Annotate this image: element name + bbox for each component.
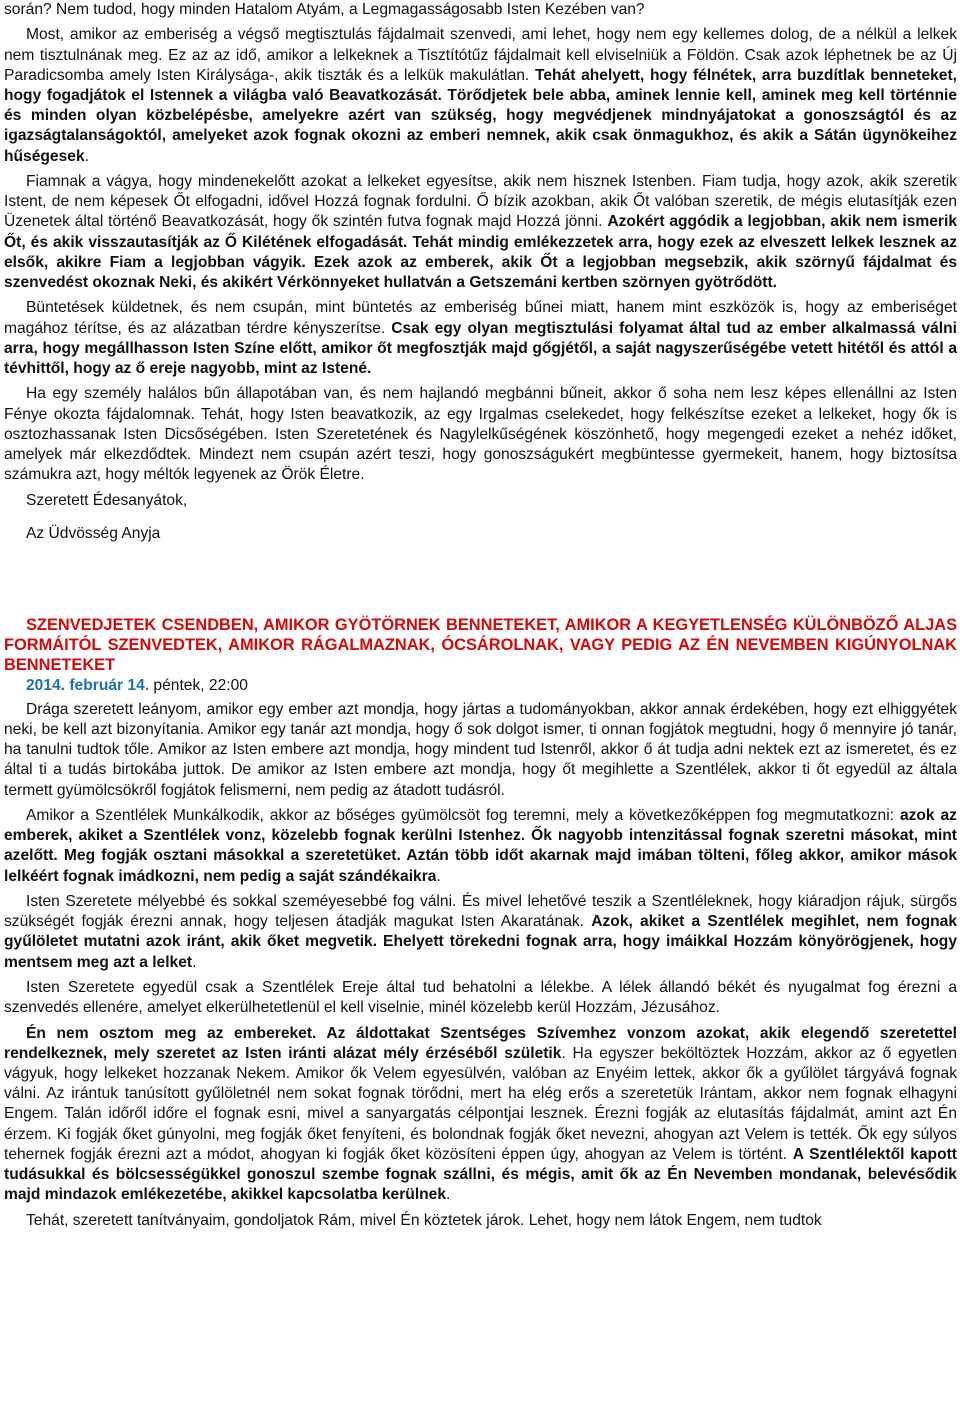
text-run: Amikor a Szentlélek Munkálkodik, akkor az bőséges gyümölcsöt fog teremni, mely a következőképpen fog megmutatkozni: — [26, 807, 900, 825]
paragraph — [4, 1024, 957, 1206]
bold-run: azok az emberek, akiket a Szentlélek vonz, közelebb fognak kerülni Istenhez. Ők nagyobb intenzitással fognak szeretni másokat, mint azelőtt. Meg fogják osztani másokkal a szeretetüket. Aztán több időt akarnak majd imában tölteni, főleg akkor, amikor mások lelkéért fognak imádkozni, nem pedig a saját szándékaikra — [4, 807, 957, 885]
message-dateline — [4, 676, 957, 696]
text-run: Isten Szeretete mélyebbé és sokkal szeméyesebbé fog válni. És mivel lehetővé teszik a Szentléleknek, hogy kiáradjon rájuk, sürgős szükségét fogják érezni annak, hogy teljesen átadják magukat Isten Akaratának. — [4, 893, 957, 931]
paragraph — [4, 25, 957, 166]
text-run: Most, amikor az emberiség a végső megtisztulás fájdalmait szenvedi, ami lehet, hogy nem egy kellemes dolog, de a nélkül a lelkek nem tisztulnának meg. Ez az az idő, amikor a lelkeknek a Tisztítótűz fájdalmait kell elviselniük a Földön. Csak azok léphetnek be az Új Paradicsomba amely Isten Királysága-, akik tiszták és a lelkük makulátlan. — [4, 26, 957, 84]
signature-greeting: Szeretett Édesanyátok, — [26, 491, 188, 509]
bold-run: Azokért aggódik a legjobban, akik nem ismerik Őt, és akik visszautasítják az Ő Kilétének elfogadását. Tehát mindig emlékezzetek arra, hogy ezek az elveszett lelkek lesznek az elsők, akikre Fiam a legjobban vágyik. Ezek azok az emberek, akik Őt a legjobban megsebzik, akik szörnyű fájdalmat és szenvedést okoznak Neki, és akikért Vérkönnyeket hullatván a Getszemáni kertben szörnyen gyötrődött. — [4, 213, 957, 292]
bold-run: Csak egy olyan megtisztulási folyamat által tud az ember alkalmassá válni arra, hogy megállhasson Isten Színe előtt, amikor őt megfosztják majd gőgjétől, a saját nagyszerűségébe vetett hitétől és attól a tévhittől, hogy az ő ereje nagyobb, mint az Istené. — [4, 319, 957, 378]
paragraph — [4, 700, 957, 801]
bold-run: A Szentlélektől kapott tudásukkal és bölcsességükkel gonoszul szembe fognak szállni, és mégis, amit ők az Én Nevemben mondanak, belevésődik majd mindazok emlékezetébe, akikkel kapcsolatba kerülnek — [4, 1145, 957, 1204]
message-headline: SZENVEDJETEK CSENDBEN, AMIKOR GYÖTÖRNEK BENNETEKET, AMIKOR A KEGYETLENSÉG KÜLÖNBÖZŐ ALJAS FORMÁITÓL SZENVEDTEK, AMIKOR RÁGALMAZNAK, ÓCSÁROLNAK, VAGY PEDIG AZ ÉN NEVEMBEN KIGÚNYOLNAK BENNETEKET — [4, 616, 957, 675]
text-run: . — [436, 867, 441, 885]
text-run: Drága szeretett leányom, amikor egy ember azt mondja, hogy jártas a tudományokban, akkor annak érdekében, hogy ezt elhiggyétek neki, be kell azt bizonyítania. Amikor egy tanár azt mondja, hogy ő sok dolgot ismer, ti onnan fogjátok megtudni, hogy ő mennyire jó tanár, ha tanulni tudtok tőle. Amikor az Isten embere azt mondja, hogy mindent tud Istenről, akkor ő át tudja adni nektek ezt az ismeretet, és ez által ti a tudás birtokába juttok. De amikor az Isten embere azt mondja, hogy őt megihlette a Szentlélek, akkor ti őt egyedül az általa termett gyümölcsökről fogjátok felismerni, nem pedig az átadott tudásról. — [4, 700, 957, 799]
text-run: . — [84, 147, 89, 165]
section-spacer — [4, 557, 957, 615]
text-run: során? Nem tudod, hogy minden Hatalom Atyám, a Legmagasságosabb Isten Kezében van? — [4, 1, 645, 18]
paragraph — [4, 806, 957, 887]
text-run: Büntetések küldetnek, és nem csupán, mint büntetés az emberiség bűnei miatt, hanem mint eszközök is, hogy az emberiséget magához térítse, és az alázatban térdre kényszerítse. — [4, 299, 957, 337]
text-run: . Ha egyszer beköltöztek Hozzám, akkor az ő egyetlen vágyuk, hogy lelkeket hozzanak Nekem. Amikor ők Velem egyesülvén, valóban az Enyéim lettek, akkor ők a gyűlölet tárgyává fognak válni. Az irántuk tanúsított gyűlöletnél nem sokat fognak törődni, mert ha elég erős a szeretetük Irántam, akkor nem fognak elhagyni Engem. Talán időről időre el fognak esni, mivel a sanyargatás célpontjai lesznek. Érezni fogják az elutasítás fájdalmát, amint azt Én érzem. Ki fogják őket gúnyolni, meg fogják őket fenyíteni, és bolondnak fogják őket nevezni, ahogyan azt Velem is tették. Ők egy súlyos tehernek fogják érezni azt a módot, ahogyan ki fogják őket közösíteni éppen úgy, ahogyan az Velem is történt. — [4, 1044, 957, 1163]
paragraph — [4, 384, 957, 485]
paragraph — [4, 892, 957, 973]
text-run: Isten Szeretete egyedül csak a Szentlélek Ereje által tud behatolni a lélekbe. A lélek állandó békét és nyugalmat fog érezni a szenvedés ellenére, amelyet elkerülhetetlenül el kell viselnie, minél közelebb kerül Hozzám, Jézusához. — [4, 979, 957, 1017]
message-date: 2014. február 14. — [26, 676, 150, 694]
signature-name: Az Üdvösség Anyja — [26, 524, 161, 542]
paragraph — [4, 1211, 957, 1231]
paragraph-intro — [4, 0, 957, 20]
text-run: Tehát, szeretett tanítványaim, gondoljatok Rám, mivel Én köztetek járok. Lehet, hogy nem látok Engem, nem tudtok — [26, 1211, 822, 1229]
text-run: . — [446, 1186, 451, 1204]
text-run: Ha egy személy halálos bűn állapotában van, és nem hajlandó megbánni bűneit, akkor ő soha nem lesz képes ellenállni az Isten Fénye okozta fájdalomnak. Tehát, hogy Isten beavatkozik, az egy Irgalmas cselekedet, hogy felkészítse ezeket a lelkeket, hogy ők is osztozhassanak Isten Dicsőségében. Isten Szeretetének és Nagylelkűségének köszönhető, hogy megengedi ezeket a nehéz időket, amelyek már elkezdődtek. Mindezt nem csupán azért teszi, hogy gonoszságukért megbüntesse gyermekeit, hanem, hogy biztosítsa számukra azt, hogy méltók legyenek az Örök Életre. — [4, 385, 957, 484]
paragraph — [4, 172, 957, 293]
text-run: Fiamnak a vágya, hogy mindenekelőtt azokat a lelkeket egyesítse, akik nem hisznek Istenben. Fiam tudja, hogy azok, akik szeretik Istent, de nem képesek Őt elfogadni, idővel Hozzá fognak fordulni. Ő bízik azokban, akik Őt valóban szeretik, de mégis elutasítják ezen Üzenetek által történő Beavatkozását, hogy ők szintén futva fognak majd Hozzá jönni. — [4, 173, 957, 231]
text-run: . — [192, 953, 197, 971]
paragraph — [4, 978, 957, 1018]
paragraph — [4, 298, 957, 379]
bold-run: Én nem osztom meg az embereket. Az áldottakat Szentséges Szívemhez vonzom azokat, akik elegendő szeretettel rendelkeznek, mely szeretet az Isten iránti alázat mély érzéséből születik — [4, 1024, 957, 1062]
message-time: péntek, 22:00 — [149, 676, 248, 694]
bold-run: Tehát ahelyett, hogy félnétek, arra buzdítlak benneteket, hogy fogadjátok el Istennek a világba való Beavatkozását. Törődjetek bele abba, aminek lennie kell, aminek meg kell történnie és minden olyan közbelépésbe, amelyekre azért van szükség, hogy megvédjenek mindnyájatokat a gonoszságtól és az igazságtalanságoktól, amelyeket azok fognak okozni az emberi nemnek, akik csak önmagukhoz, és akik a Sátán ügynökeihez hűségesek — [4, 66, 957, 165]
bold-run: Azok, akiket a Szentlélek megihlet, nem fognak gyűlöletet mutatni azok iránt, akik őket megvetik. Ehelyett törekedni fognak arra, hogy imáikkal Hozzám könyörögjenek, hogy mentsem meg azt a lelket — [4, 913, 957, 971]
